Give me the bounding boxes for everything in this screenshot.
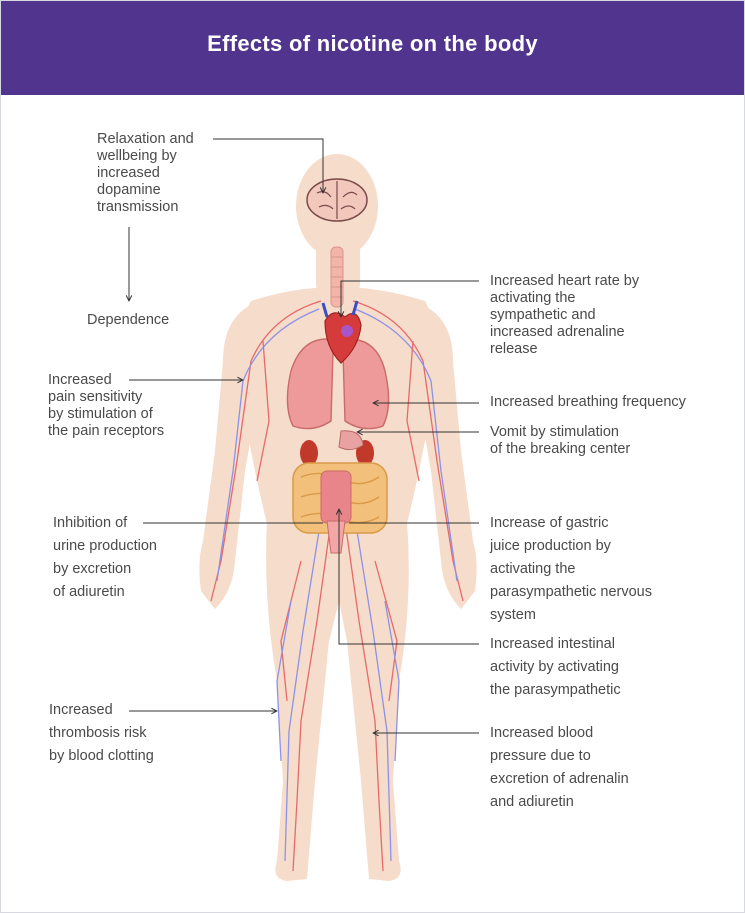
label-breathing: Increased breathing frequency: [490, 394, 686, 410]
label-dependence: Dependence: [87, 312, 170, 328]
label-vomit: Vomit by stimulation of the breaking center: [490, 424, 631, 457]
page-title: Effects of nicotine on the body: [207, 31, 538, 56]
label-heart: Increased heart rate by activating the sympathetic and increased adrenaline release: [490, 273, 640, 357]
label-intestinal: Increased intestinal activity by activating the parasympathetic: [490, 636, 621, 698]
label-thrombosis: Increased thrombosis risk by blood clotting: [49, 702, 154, 764]
label-gastric: Increase of gastric juice production by activating the parasympathetic nervous system: [490, 515, 652, 623]
label-blood-pressure: Increased blood pressure due to excretion of adrenalin and adiuretin: [490, 725, 629, 810]
label-urine: Inhibition of urine production by excretion of adiuretin: [53, 515, 157, 600]
brain-illustration: [307, 179, 367, 221]
label-relaxation: Relaxation and wellbeing by increased dopamine transmission: [97, 131, 194, 215]
label-pain: Increased pain sensitivity by stimulation of the pain receptors: [48, 372, 165, 439]
